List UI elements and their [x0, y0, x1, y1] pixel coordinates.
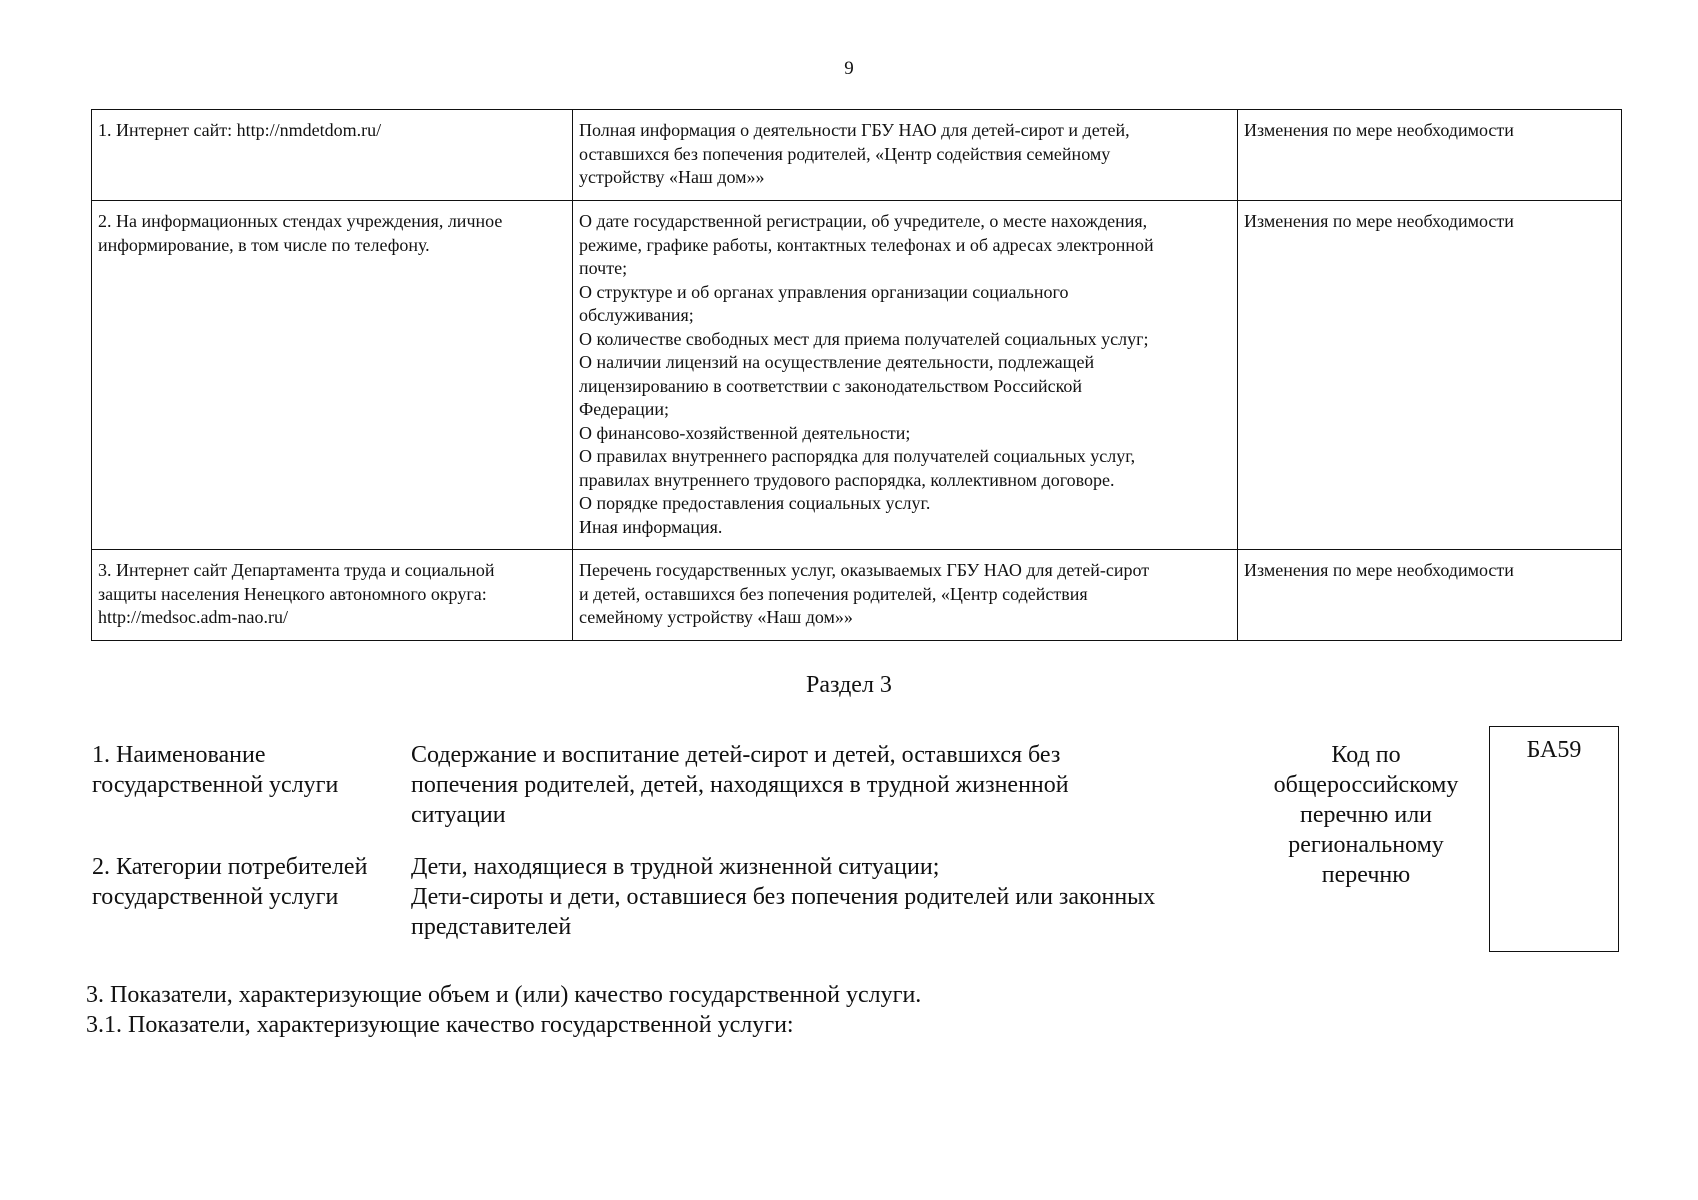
info-method-cell	[92, 550, 573, 641]
quality-indicators-heading: 3.1. Показатели, характеризующие качество государственной услуги:	[86, 1012, 794, 1038]
page-number: 9	[844, 58, 854, 79]
cell-line: информирование, в том числе по телефону.	[98, 234, 430, 255]
cell-line: 1. Интернет сайт: http://nmdetdom.ru/	[98, 120, 382, 140]
cell-line: Изменения по мере необходимости	[1244, 120, 1514, 140]
label-line: общероссийскому	[1273, 772, 1459, 798]
value-line: Дети-сироты и дети, оставшиеся без попечения родителей или законных	[411, 884, 1156, 910]
cell-line: режиме, графике работы, контактных телефонах и об адресах электронной	[579, 234, 1154, 255]
label-line: Код по	[1331, 742, 1401, 768]
cell-line: О структуре и об органах управления организации социального	[579, 281, 1069, 302]
info-content-cell	[573, 110, 1238, 201]
cell-line: оставшихся без попечения родителей, «Центр содействия семейному	[579, 143, 1111, 164]
label-line: перечню	[1321, 862, 1411, 888]
cell-line: Полная информация о деятельности ГБУ НАО для детей-сирот и детей,	[579, 120, 1130, 140]
label-line: региональному	[1288, 832, 1444, 858]
cell-line: О порядке предоставления социальных услуг.	[579, 493, 931, 513]
service-name-label	[92, 740, 402, 800]
information-table	[91, 109, 1622, 641]
cell-line: защиты населения Ненецкого автономного округа:	[98, 583, 487, 604]
service-name-value	[411, 740, 1231, 830]
cell-line: Федерации;	[579, 399, 670, 419]
info-method-cell	[92, 201, 573, 550]
cell-line: Перечень государственных услуг, оказываемых ГБУ НАО для детей-сирот	[579, 560, 1150, 580]
cell-line: О правилах внутреннего распорядка для получателей социальных услуг,	[579, 446, 1136, 466]
consumer-categories-label	[92, 852, 412, 912]
cell-line: семейному устройству «Наш дом»»	[579, 607, 853, 627]
info-content-cell	[573, 550, 1238, 641]
table-row	[92, 550, 1622, 641]
label-line: 2. Категории потребителей	[92, 854, 368, 880]
cell-line: 3. Интернет сайт Департамента труда и социальной	[98, 560, 495, 580]
cell-line: 2. На информационных стендах учреждения, личное	[98, 211, 503, 231]
label-line: 1. Наименование	[92, 742, 266, 768]
value-line: представителей	[411, 914, 572, 940]
cell-line: О наличии лицензий на осуществление деятельности, подлежащей	[579, 352, 1095, 372]
value-line: попечения родителей, детей, находящихся в трудной жизненной	[411, 772, 1069, 798]
label-line: государственной услуги	[92, 884, 339, 910]
registry-code-label	[1246, 740, 1486, 890]
cell-line: О дате государственной регистрации, об учредителе, о месте нахождения,	[579, 211, 1148, 231]
value-line: ситуации	[411, 802, 506, 828]
consumer-categories-value	[411, 852, 1241, 942]
cell-line: и детей, оставшихся без попечения родителей, «Центр содействия	[579, 583, 1088, 604]
registry-code-value: БА59	[1526, 737, 1582, 763]
cell-line: лицензированию в соответствии с законодательством Российской	[579, 375, 1083, 396]
cell-line: http://medsoc.adm-nao.ru/	[98, 607, 288, 627]
table-row	[92, 110, 1622, 201]
value-line: Содержание и воспитание детей-сирот и детей, оставшихся без	[411, 742, 1061, 768]
info-method-cell	[92, 110, 573, 201]
info-content-cell	[573, 201, 1238, 550]
label-line: государственной услуги	[92, 772, 339, 798]
info-frequency-cell	[1238, 201, 1622, 550]
value-line: Дети, находящиеся в трудной жизненной ситуации;	[411, 854, 940, 880]
cell-line: обслуживания;	[579, 305, 694, 325]
info-frequency-cell	[1238, 550, 1622, 641]
cell-line: О финансово-хозяйственной деятельности;	[579, 422, 911, 443]
info-frequency-cell	[1238, 110, 1622, 201]
cell-line: правилах внутреннего трудового распорядка, коллективном договоре.	[579, 469, 1115, 490]
cell-line: почте;	[579, 258, 628, 278]
cell-line: Изменения по мере необходимости	[1244, 560, 1514, 580]
cell-line: устройству «Наш дом»»	[579, 167, 765, 187]
table-row	[92, 201, 1622, 550]
cell-line: О количестве свободных мест для приема получателей социальных услуг;	[579, 328, 1149, 349]
indicators-heading: 3. Показатели, характеризующие объем и (или) качество государственной услуги.	[86, 982, 922, 1008]
cell-line: Иная информация.	[579, 516, 723, 537]
registry-code-box	[1489, 726, 1619, 952]
cell-line: Изменения по мере необходимости	[1244, 211, 1514, 231]
section-title: Раздел 3	[806, 672, 892, 698]
label-line: перечню или	[1299, 802, 1433, 828]
